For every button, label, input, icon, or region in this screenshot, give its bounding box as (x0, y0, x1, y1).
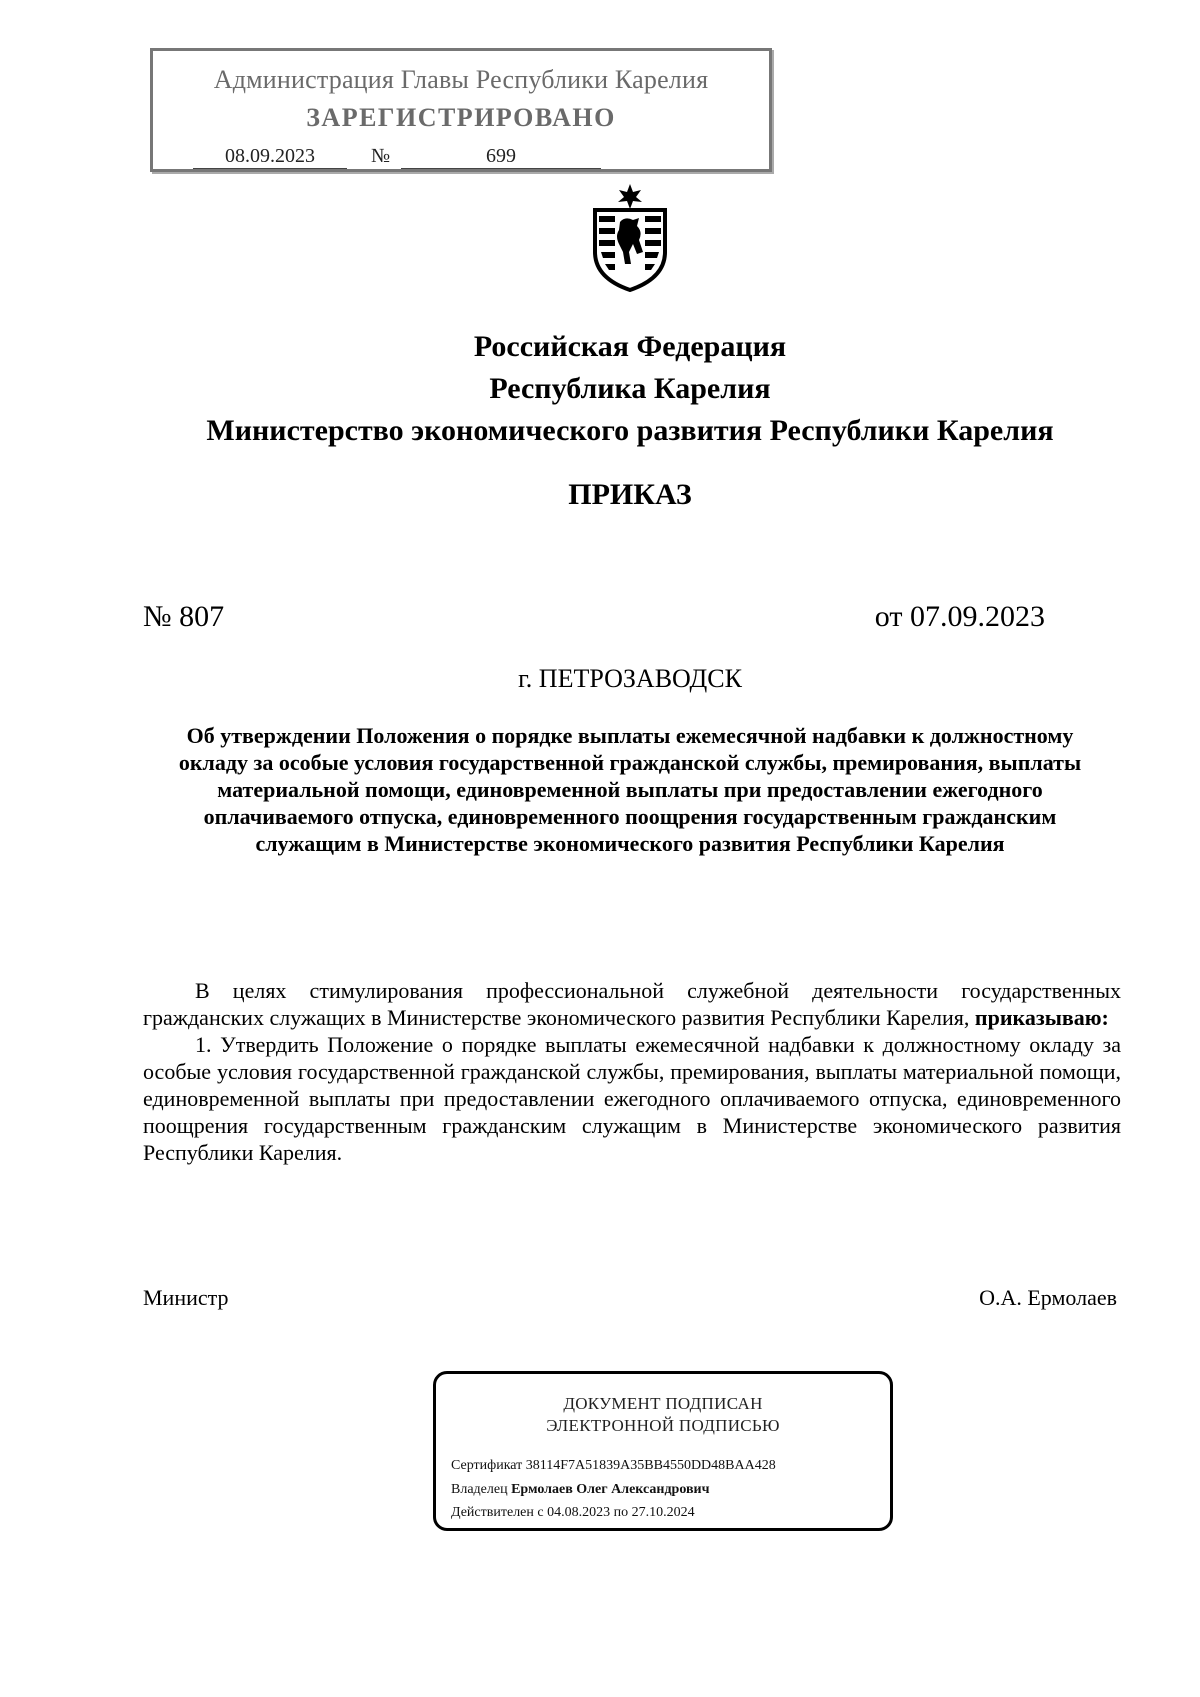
esig-validity-row (451, 1505, 695, 1521)
header-republic: Республика Карелия (489, 372, 771, 405)
order-number: № 807 (143, 600, 225, 633)
electronic-signature-box (433, 1371, 893, 1531)
signatory-position: Министр (143, 1285, 229, 1310)
esig-valid-to-label: по (613, 1505, 629, 1520)
signatory-name: О.А. Ермолаев (979, 1285, 1117, 1310)
stamp-authority: Администрация Главы Республики Карелия (213, 65, 709, 94)
esig-valid-from: 04.08.2023 (547, 1505, 611, 1520)
stamp-date: 08.09.2023 (193, 145, 347, 169)
order-body (143, 977, 1121, 1166)
stamp-number: 699 (401, 145, 601, 169)
stamp-number-sign: № (371, 145, 391, 167)
esig-certificate-row (451, 1458, 776, 1474)
esig-owner-value: Ермолаев Олег Александрович (511, 1482, 710, 1497)
order-subject: Об утверждении Положения о порядке выплаты ежемесячной надбавки к должностному окладу за особые условия государственной гражданской службы, премирования, выплаты материальной помощи, единовременной выплаты при предоставлении ежегодного оплачиваемого отпуска, единовременного поощрения государственным гражданским служащим в Министерстве экономического развития Республики Карелия (178, 723, 1082, 856)
esig-owner-row (451, 1482, 710, 1498)
preamble-text: В целях стимулирования профессиональной служебной деятельности государственных гражданских служащих в Министерстве экономического развития Республики Карелия, (143, 978, 1121, 1030)
esig-owner-label: Владелец (451, 1482, 508, 1497)
esig-valid-label: Действителен с (451, 1505, 544, 1520)
stamp-status: ЗАРЕГИСТРИРОВАНО (306, 103, 616, 132)
body-item-1: 1. Утвердить Положение о порядке выплаты ежемесячной надбавки к должностному окладу за особые условия государственной гражданской службы, премирования, выплаты материальной помощи, единовременной выплаты при предоставлении ежегодного оплачиваемого отпуска, единовременного поощрения государственным гражданским служащим в Министерстве экономического развития Республики Карелия. (143, 1032, 1121, 1165)
body-preamble (143, 977, 1121, 1031)
order-date: от 07.09.2023 (874, 600, 1045, 633)
header-country: Российская Федерация (473, 330, 787, 363)
coat-of-arms-icon (585, 182, 675, 292)
esig-title-line2: ЭЛЕКТРОННОЙ ПОДПИСЬЮ (546, 1416, 780, 1435)
registration-stamp (150, 48, 772, 172)
esig-cert-value: 38114F7A51839A35BB4550DD48BAA428 (525, 1458, 776, 1473)
header-ministry: Министерство экономического развития Республики Карелия (206, 414, 1054, 447)
order-verb: приказываю: (974, 1005, 1109, 1030)
order-city: г. ПЕТРОЗАВОДСК (518, 664, 742, 693)
esig-cert-label: Сертификат (451, 1458, 523, 1473)
document-type: ПРИКАЗ (568, 478, 692, 511)
esig-valid-to: 27.10.2024 (631, 1505, 695, 1520)
esig-title-line1: ДОКУМЕНТ ПОДПИСАН (563, 1394, 763, 1413)
